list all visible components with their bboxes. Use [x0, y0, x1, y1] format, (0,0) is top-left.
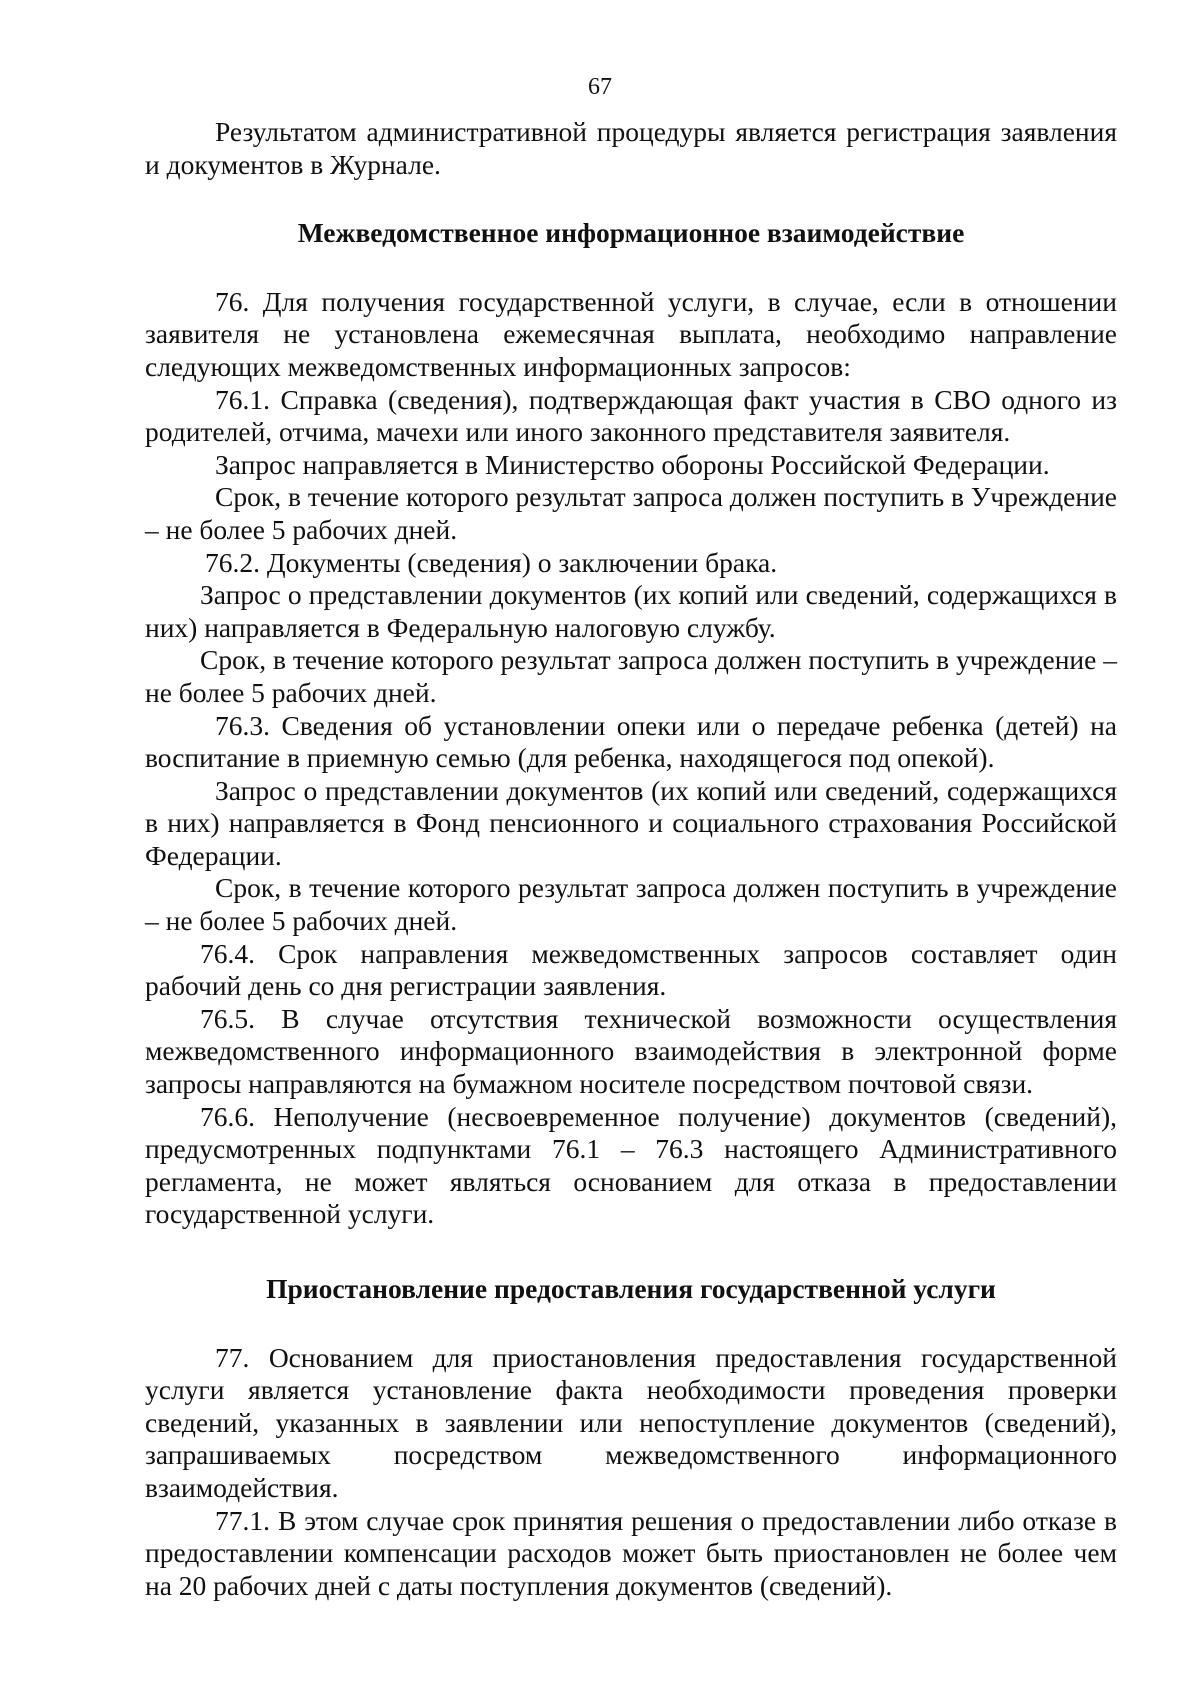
paragraph-76-1-request: Запрос направляется в Министерство обороны Российской Федерации. — [215, 448, 1050, 480]
paragraph-76-1-deadline: Срок, в течение которого результат запроса должен поступить в Учреждение – не более 5 рабочих дней. — [145, 481, 1117, 545]
paragraph-76-3: 76.3. Сведения об установлении опеки или о передаче ребенка (детей) на воспитание в приемную семью (для ребенка, находящегося под опекой). — [145, 709, 1117, 774]
paragraph-76-5: 76.5. В случае отсутствия технической возможности осуществления межведомственного информационного взаимодействия в электронной форме запросы направляются на бумажном носителе посредством почтовой связи. — [145, 1002, 1117, 1100]
paragraph-76-4: 76.4. Срок направления межведомственных запросов составляет один рабочий день со дня регистрации заявления. — [145, 937, 1117, 1002]
page-number: 67 — [588, 74, 612, 100]
intro-paragraph: Результатом административной процедуры является регистрация заявления и документов в Журнале. — [145, 116, 1117, 180]
paragraph-76-3-deadline: Срок, в течение которого результат запроса должен поступить в учреждение – не более 5 рабочих дней. — [145, 872, 1117, 937]
paragraph-76-3-request: Запрос о представлении документов (их копий или сведений, содержащихся в них) направляется в Фонд пенсионного и социального страхования Российской Федерации. — [145, 774, 1117, 871]
document-body — [145, 116, 1117, 1602]
paragraph-76-2-deadline: Срок, в течение которого результат запроса должен поступить в учреждение – не более 5 рабочих дней. — [145, 644, 1117, 708]
paragraph-76-6: 76.6. Неполучение (несвоевременное получение) документов (сведений), предусмотренных подпунктами 76.1 – 76.3 настоящего Административного регламента, не может являться основанием для отказа в предоставлении государственной услуги. — [145, 1100, 1117, 1230]
paragraph-76-1: 76.1. Справка (сведения), подтверждающая факт участия в СВО одного из родителей, отчима, мачехи или иного законного представителя заявителя. — [145, 383, 1117, 448]
paragraph-76: 76. Для получения государственной услуги, в случае, если в отношении заявителя не установлена ежемесячная выплата, необходимо направление следующих межведомственных информационных запросов: — [145, 285, 1117, 382]
paragraph-76-2-request: Запрос о представлении документов (их копий или сведений, содержащихся в них) направляется в Федеральную налоговую службу. — [145, 579, 1117, 643]
section-heading-suspension: Приостановление предоставления государственной услуги — [266, 1273, 996, 1304]
section-heading-interagency: Межведомственное информационное взаимодействие — [297, 217, 965, 249]
paragraph-77: 77. Основанием для приостановления предоставления государственной услуги является установление факта необходимости проведения проверки сведений, указанных в заявлении или непоступление документов (сведений), запрашиваемых посредством межведомственного информационного взаимодействия. — [145, 1341, 1117, 1503]
paragraph-77-1: 77.1. В этом случае срок принятия решения о предоставлении либо отказе в предоставлении компенсации расходов может быть приостановлен не более чем на 20 рабочих дней с даты поступления документов (сведений). — [145, 1504, 1117, 1601]
paragraph-76-2: 76.2. Документы (сведения) о заключении брака. — [205, 546, 778, 578]
